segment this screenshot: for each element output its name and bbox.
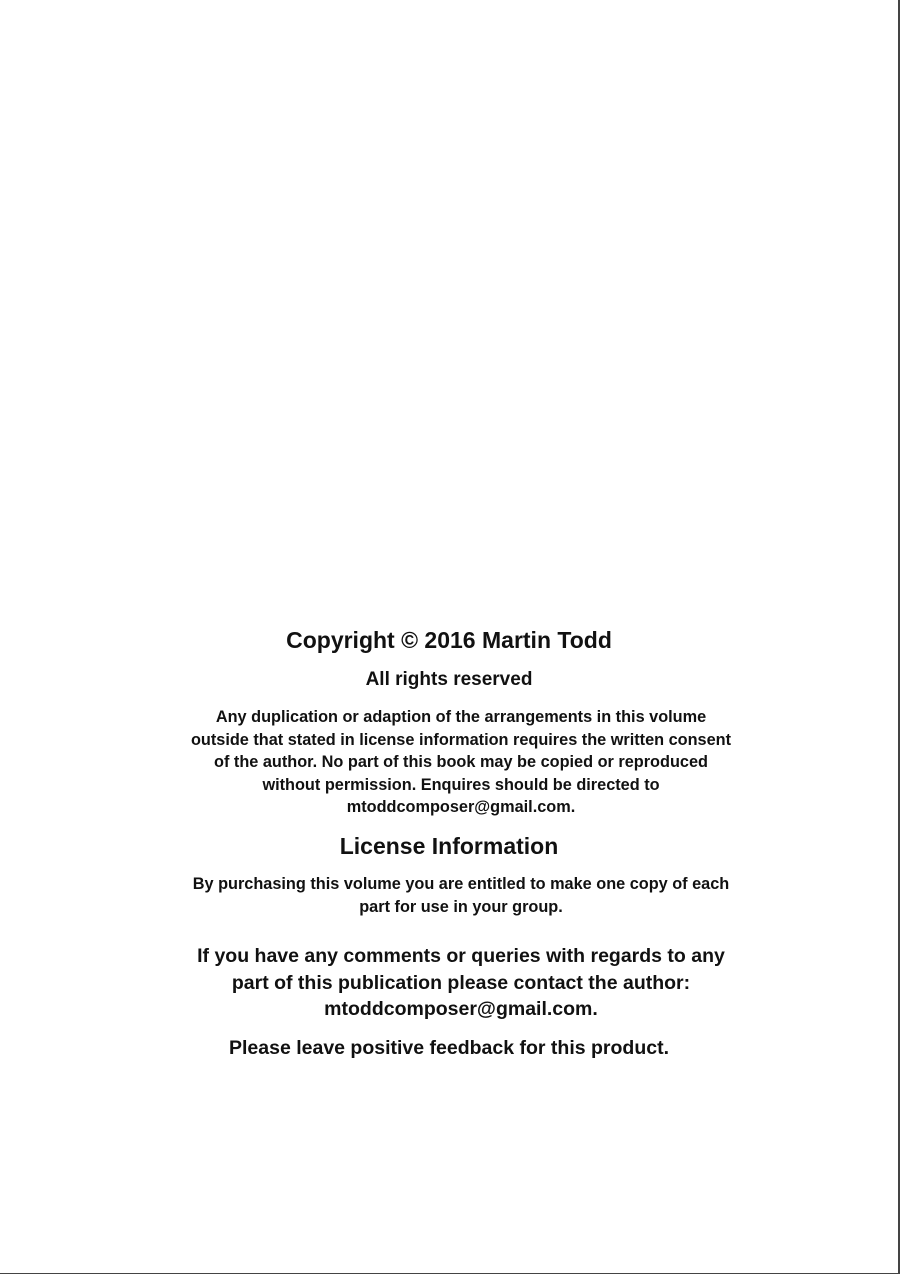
copyright-email-text: mtoddcomposer@gmail.com.	[346, 798, 576, 817]
contact-paragraph-line: part of this publication please contact the author:	[231, 971, 691, 994]
rights-reserved-text: All rights reserved	[365, 669, 533, 690]
license-paragraph	[150, 873, 772, 918]
copyright-paragraph-line: of the author. No part of this book may be copied or reproduced	[214, 753, 708, 772]
copyright-paragraph	[150, 706, 772, 819]
license-paragraph-line: By purchasing this volume you are entitled to make one copy of each	[192, 875, 730, 893]
license-paragraph-line: part for use in your group.	[359, 897, 563, 916]
copyright-title: Copyright © 2016 Martin Todd	[286, 627, 612, 653]
contact-paragraph-line: If you have any comments or queries with regards to any	[197, 945, 725, 967]
license-heading: License Information	[339, 833, 559, 859]
copyright-paragraph-line: without permission. Enquires should be directed to	[262, 775, 660, 794]
contact-email-text: mtoddcomposer@gmail.com.	[324, 998, 598, 1020]
copyright-paragraph-line: Any duplication or adaption of the arrangements in this volume	[215, 708, 707, 726]
copyright-paragraph-line: outside that stated in license information requires the written consent	[190, 730, 732, 749]
contact-paragraph	[150, 943, 772, 1023]
feedback-request-text: Please leave positive feedback for this product.	[229, 1037, 669, 1059]
